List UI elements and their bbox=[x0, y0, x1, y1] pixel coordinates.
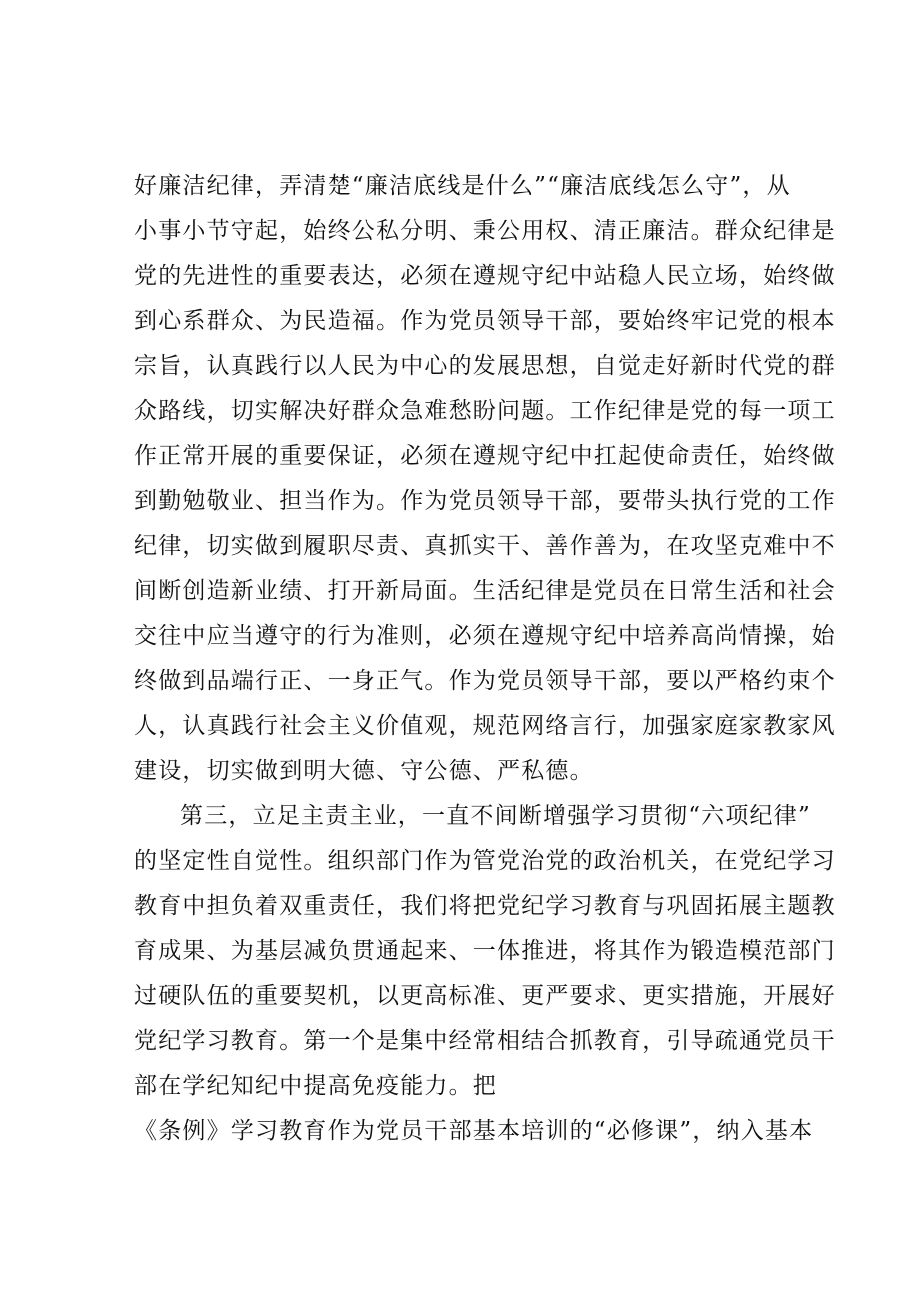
text-line: 党的先进性的重要表达，必须在遵规守纪中站稳人民立场，始终做 bbox=[134, 263, 836, 289]
text-line: 《条例》学习教育作为党员干部基本培训的“必修课”，纳入基本 bbox=[134, 1118, 814, 1144]
text-line: 到心系群众、为民造福。作为党员领导干部，要始终牢记党的根本 bbox=[134, 308, 836, 334]
text-line: 纪律，切实做到履职尽责、真抓实干、善作善为，在攻坚克难中不 bbox=[134, 533, 836, 559]
text-line: 部在学纪知纪中提高免疫能力。把 bbox=[134, 1073, 497, 1099]
text-line: 终做到品端行正、一身正气。作为党员领导干部，要以严格约束个 bbox=[134, 668, 836, 694]
text-line: 育成果、为基层减负贯通起来、一体推进，将其作为锻造模范部门 bbox=[134, 938, 836, 964]
paragraph-start-line: 第三，立足主责主业，一直不间断增强学习贯彻“六项纪律” bbox=[180, 803, 811, 829]
text-line: 建设，切实做到明大德、守公德、严私德。 bbox=[134, 758, 594, 784]
text-line: 人，认真践行社会主义价值观，规范网络言行，加强家庭家教家风 bbox=[134, 713, 836, 739]
text-line: 好廉洁纪律，弄清楚“廉洁底线是什么”“廉洁底线怎么守”，从 bbox=[134, 173, 791, 199]
text-line: 作正常开展的重要保证，必须在遵规守纪中扛起使命责任，始终做 bbox=[134, 443, 836, 469]
text-line: 众路线，切实解决好群众急难愁盼问题。工作纪律是党的每一项工 bbox=[134, 398, 836, 424]
text-line: 小事小节守起，始终公私分明、秉公用权、清正廉洁。群众纪律是 bbox=[134, 218, 836, 244]
text-line: 交往中应当遵守的行为准则，必须在遵规守纪中培养高尚情操，始 bbox=[134, 623, 836, 649]
text-line: 过硬队伍的重要契机，以更高标准、更严要求、更实措施，开展好 bbox=[134, 983, 836, 1009]
text-line: 到勤勉敬业、担当作为。作为党员领导干部，要带头执行党的工作 bbox=[134, 488, 836, 514]
text-line: 间断创造新业绩、打开新局面。生活纪律是党员在日常生活和社会 bbox=[134, 578, 836, 604]
text-line: 宗旨，认真践行以人民为中心的发展思想，自觉走好新时代党的群 bbox=[134, 353, 836, 379]
text-line: 教育中担负着双重责任，我们将把党纪学习教育与巩固拓展主题教 bbox=[134, 893, 836, 919]
text-line: 党纪学习教育。第一个是集中经常相结合抓教育，引导疏通党员干 bbox=[134, 1028, 836, 1054]
text-line: 的坚定性自觉性。组织部门作为管党治党的政治机关，在党纪学习 bbox=[134, 848, 836, 874]
